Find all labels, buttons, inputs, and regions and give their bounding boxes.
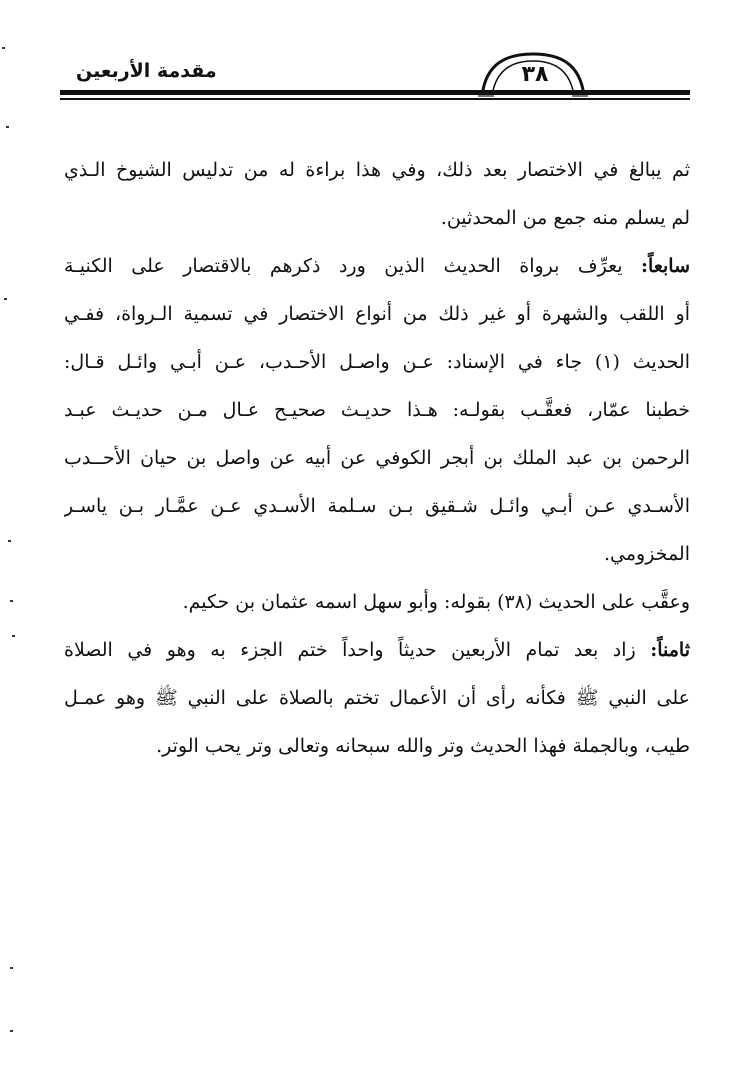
header-rule-thin [60, 98, 690, 100]
text-line: ثم يبالغ في الاختصار بعد ذلك، وفي هذا براءة له من تدليس الشيوخ الـذي [64, 159, 690, 181]
text-line: ثامناً: زاد بعد تمام الأربعين حديثاً واحداً ختم الجزء به وهو في الصلاة [64, 639, 690, 661]
page-number: ٣٨ [521, 62, 549, 87]
section-lead-seventh: سابعاً: [641, 255, 690, 277]
running-header [60, 52, 690, 112]
scan-speck [6, 126, 9, 128]
scan-speck [12, 635, 15, 637]
text-line: لم يسلم منه جمع من المحدثين. [440, 207, 690, 229]
text-line: سابعاً: يعرِّف برواة الحديث الذين ورد ذكرهم بالاقتصار على الكنيـة [64, 255, 690, 277]
text-line: الرحمن بن عبد الملك بن أبجر الكوفي عن أبيه عن واصل بن حيان الأحــدب [64, 447, 690, 469]
header-rule-thick [60, 90, 690, 95]
scan-speck [10, 967, 13, 969]
scan-speck [4, 298, 7, 300]
header-title: مقدمة الأربعين [76, 60, 217, 82]
text-line: خطبنا عمّار، فعقَّـب بقولـه: هـذا حديـث صحيـح عـال مـن حديـث عبـد [64, 399, 690, 421]
text-line: طيب، وبالجملة فهذا الحديث وتر والله سبحانه وتعالى وتر يحب الوتر. [156, 735, 690, 757]
text-line: الأسـدي عـن أبـي وائـل شـقيق بـن سـلمة الأسـدي عـن عمَّـار بـن ياسـر [64, 495, 690, 517]
text-line: الحديث (١) جاء في الإسناد: عـن واصـل الأحـدب، عـن أبـي وائـل قـال: [64, 351, 690, 373]
main-text [64, 146, 690, 770]
section-lead-eighth: ثامناً: [650, 639, 690, 661]
text-line: وعقَّب على الحديث (٣٨) بقوله: وأبو سهل اسمه عثمان بن حكيم. [182, 591, 690, 613]
scan-speck [10, 600, 13, 602]
scan-speck [8, 540, 11, 542]
text-line: أو اللقب والشهرة أو غير ذلك من أنواع الاختصار في تسمية الـرواة، ففـي [64, 303, 690, 325]
scan-speck [10, 1030, 13, 1032]
text-line: على النبي ﷺ فكأنه رأى أن الأعمال تختم بالصلاة على النبي ﷺ وهو عمـل [64, 687, 690, 709]
scan-speck [2, 47, 5, 49]
text-line: المخزومي. [603, 543, 690, 565]
